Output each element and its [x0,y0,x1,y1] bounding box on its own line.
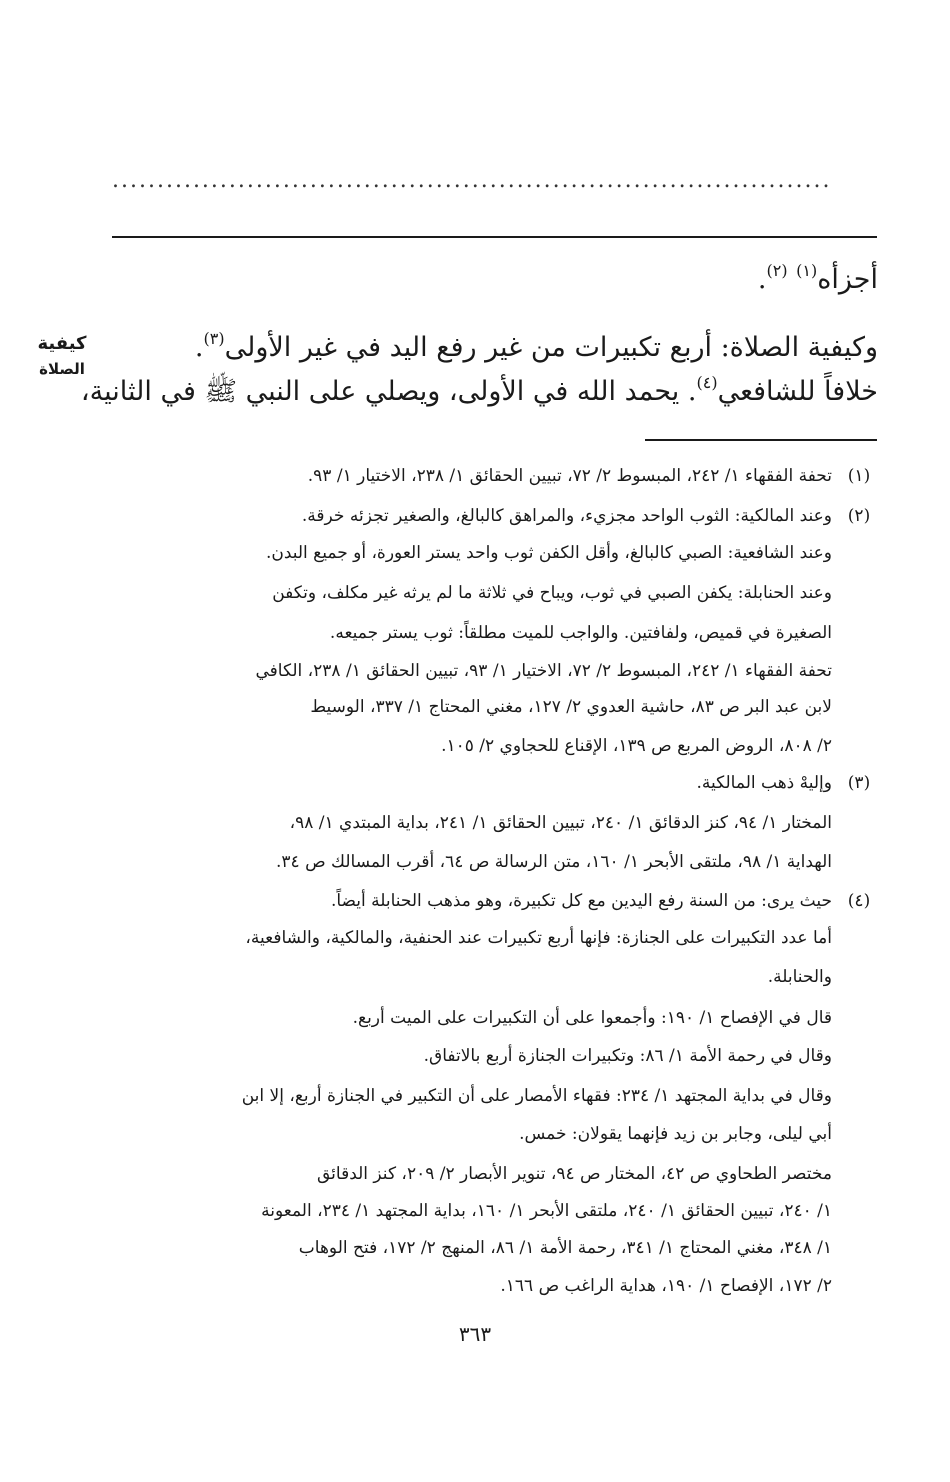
footnote-number: (١) [847,466,871,486]
footnote-2-line: لابن عبد البر ص ٨٣، حاشية العدوي ٢/ ١٢٧، مغني المحتاج ١/ ٣٣٧، الوسيط [310,697,832,717]
footnote-2-line: وعند الشافعية: الصبي كالبالغ، وأقل الكفن ثوب واحد يستر العورة، أو جميع البدن. [265,543,832,563]
page-number: ٣٦٣ [458,1322,492,1346]
main-text: خلافاً للشافعي [717,376,878,407]
footnote-2-line: ٢/ ٨٠٨، الروض المربع ص ١٣٩، الإقناع للحجاوي ٢/ ١٠٥. [441,736,832,756]
footnote-rule [645,439,877,441]
main-line-2 [108,326,878,370]
main-text: وكيفية الصلاة: أربع تكبيرات من غير رفع اليد في غير الأولى [224,332,878,363]
footnote-4-line: ٢/ ١٧٢، الإفصاح ١/ ١٩٠، هداية الراغب ص ١٦٦. [500,1276,832,1296]
footnote-number: (٤) [847,891,871,911]
footnote-ref[interactable]: (٢) [766,261,788,280]
footnote-ref[interactable]: (٣) [203,329,225,348]
footnote-4-line: ١/ ٣٤٨، مغني المحتاج ١/ ٣٤١، رحمة الأمة ١/ ٨٦، المنهج ٢/ ١٧٢، فتح الوهاب [298,1238,832,1258]
footnote-ref[interactable]: (١) [796,261,818,280]
top-rule [112,236,877,238]
main-line-1 [108,258,878,302]
margin-heading-line-1: كيفية [37,333,87,354]
footnote-4-line: وقال في بداية المجتهد ١/ ٢٣٤: فقهاء الأمصار على أن التكبير في الجنازة أربع، إلا ابن [241,1086,832,1106]
footnote-4-line: أما عدد التكبيرات على الجنازة: فإنها أربع تكبيرات عند الحنفية، والمالكية، والشافعية، [245,928,832,948]
footnote-3-line: المختار ١/ ٩٤، كنز الدقائق ١/ ٢٤٠، تبيين الحقائق ١/ ٢٤١، بداية المبتدي ١/ ٩٨، [289,813,832,833]
dotted-separator: ................................................................................ [112,168,832,193]
footnote-4-line: أبي ليلى، وجابر بن زيد فإنهما يقولان: خمس. [519,1124,832,1144]
footnote-4-line: والحنابلة. [767,967,832,987]
footnote-number: (٣) [847,773,871,793]
footnote-4-line: مختصر الطحاوي ص ٤٢، المختار ص ٩٤، تنوير الأبصار ٢/ ٢٠٩، كنز الدقائق [316,1164,832,1184]
punctuation: . [194,332,204,363]
main-text: . يحمد الله في الأولى، ويصلي على النبي ﷺ في الثانية، [80,376,697,407]
footnote-ref[interactable]: (٤) [696,373,718,392]
margin-heading-line-2: الصلاة [39,360,85,378]
footnote-4-line: قال في الإفصاح ١/ ١٩٠: وأجمعوا على أن التكبيرات على الميت أربع. [352,1008,832,1028]
footnote-3-line: الهداية ١/ ٩٨، ملتقى الأبحر ١/ ١٦٠، متن الرسالة ص ٦٤، أقرب المسالك ص ٣٤. [276,852,832,872]
footnote-3-line: وإليهْ ذهب المالكية. [696,773,832,793]
main-line-3 [80,370,878,414]
footnote-2-line: تحفة الفقهاء ١/ ٢٤٢، المبسوط ٢/ ٧٢، الاختيار ١/ ٩٣، تبيين الحقائق ١/ ٢٣٨، الكافي [255,661,832,681]
footnote-4-line: ١/ ٢٤٠، تبيين الحقائق ١/ ٢٤٠، ملتقى الأبحر ١/ ١٦٠، بداية المجتهد ١/ ٢٣٤، المعونة [261,1201,832,1221]
footnote-2-line: وعند الحنابلة: يكفن الصبي في ثوب، ويباح في ثلاثة ما لم يرثه غير مكلف، وتكفن [272,583,832,603]
footnote-2-line: الصغيرة في قميص، ولفافتين. والواجب للميت مطلقاً: ثوب يستر جميعه. [329,623,832,643]
footnote-4-line: حيث يرى: من السنة رفع اليدين مع كل تكبيرة، وهو مذهب الحنابلة أيضاً. [330,891,832,911]
main-text: أجزأه [817,264,878,295]
footnote-4-line: وقال في رحمة الأمة ١/ ٨٦: وتكبيرات الجنازة أربع بالاتفاق. [423,1046,832,1066]
punctuation: . [757,264,767,295]
footnote-2-line: وعند المالكية: الثوب الواحد مجزيء، والمراهق كالبالغ، والصغير تجزئه خرقة. [301,506,832,526]
footnote-1-line: تحفة الفقهاء ١/ ٢٤٢، المبسوط ٢/ ٧٢، تبيين الحقائق ١/ ٢٣٨، الاختيار ١/ ٩٣. [307,466,832,486]
footnote-number: (٢) [847,506,871,526]
margin-heading [26,330,98,380]
